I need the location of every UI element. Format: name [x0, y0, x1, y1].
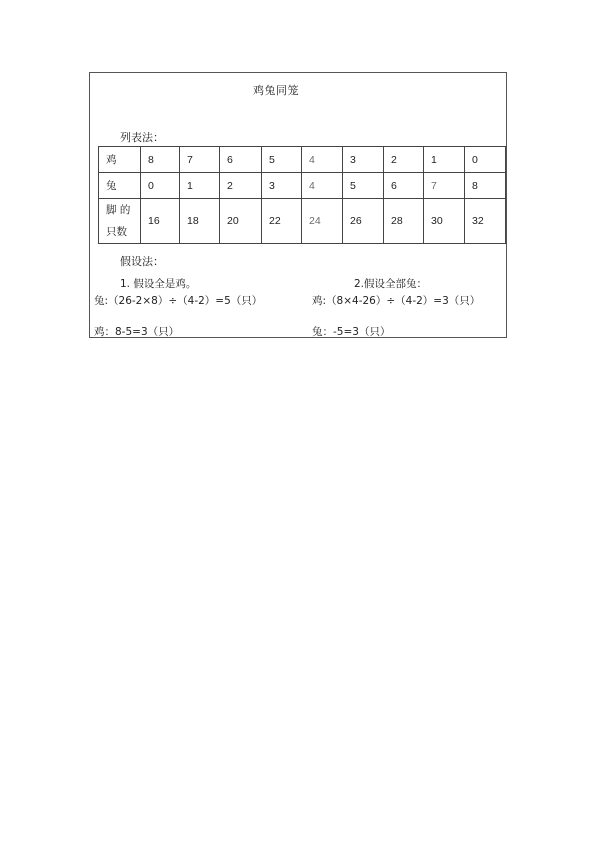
table-cell: 32: [465, 199, 506, 244]
table-cell: 0: [141, 173, 180, 199]
assume-rabbit-heading: 2.假设全部兔：: [354, 278, 428, 290]
table-cell: 6: [220, 147, 262, 173]
table-cell: 24: [302, 199, 343, 244]
table-cell: 30: [424, 199, 465, 244]
table-cell: 0: [465, 147, 506, 173]
table-cell: 5: [343, 173, 384, 199]
row-header-feet: [99, 199, 141, 244]
table-cell: 5: [262, 147, 302, 173]
table-cell: 8: [141, 147, 180, 173]
table-cell: 18: [180, 199, 220, 244]
table-cell: 4: [302, 147, 343, 173]
page-title: 鸡兔同笼: [253, 84, 299, 97]
table-cell: 4: [302, 173, 343, 199]
chicken-rabbit-table: [98, 146, 506, 244]
table-cell: 3: [343, 147, 384, 173]
table-cell: 3: [262, 173, 302, 199]
row-header-feet-line1: 脚 的: [106, 204, 131, 216]
method-assume-label: 假设法：: [120, 255, 164, 268]
table-cell: 1: [424, 147, 465, 173]
assume-rabbit-chicken-calc: 鸡:（8×4-26）÷（4-2）=3（只）: [312, 295, 481, 307]
row-header-feet-line2: 只数: [106, 226, 127, 238]
table-cell: 22: [262, 199, 302, 244]
table-cell: 7: [424, 173, 465, 199]
row-header-chicken: 鸡: [99, 147, 141, 173]
table-cell: 16: [141, 199, 180, 244]
row-header-rabbit: 兔: [99, 173, 141, 199]
table-cell: 8: [465, 173, 506, 199]
assume-chicken-chicken-calc: 鸡：8-5=3（只）: [94, 326, 180, 338]
table-cell: 7: [180, 147, 220, 173]
table-row-feet: [99, 199, 506, 244]
table-row-chicken: [99, 147, 506, 173]
table-cell: 2: [220, 173, 262, 199]
assume-chicken-rabbit-calc: 兔:（26-2×8）÷（4-2）=5（只）: [94, 295, 263, 307]
table-cell: 20: [220, 199, 262, 244]
method-table-label: 列表法：: [120, 131, 164, 144]
table-cell: 28: [384, 199, 424, 244]
assume-chicken-heading: 1. 假设全是鸡。: [120, 278, 197, 290]
table-cell: 1: [180, 173, 220, 199]
table-cell: 26: [343, 199, 384, 244]
table-cell: 2: [384, 147, 424, 173]
assume-rabbit-rabbit-calc: 兔：-5=3（只）: [312, 326, 391, 338]
table-row-rabbit: [99, 173, 506, 199]
document-frame: [89, 72, 507, 338]
table-cell: 6: [384, 173, 424, 199]
